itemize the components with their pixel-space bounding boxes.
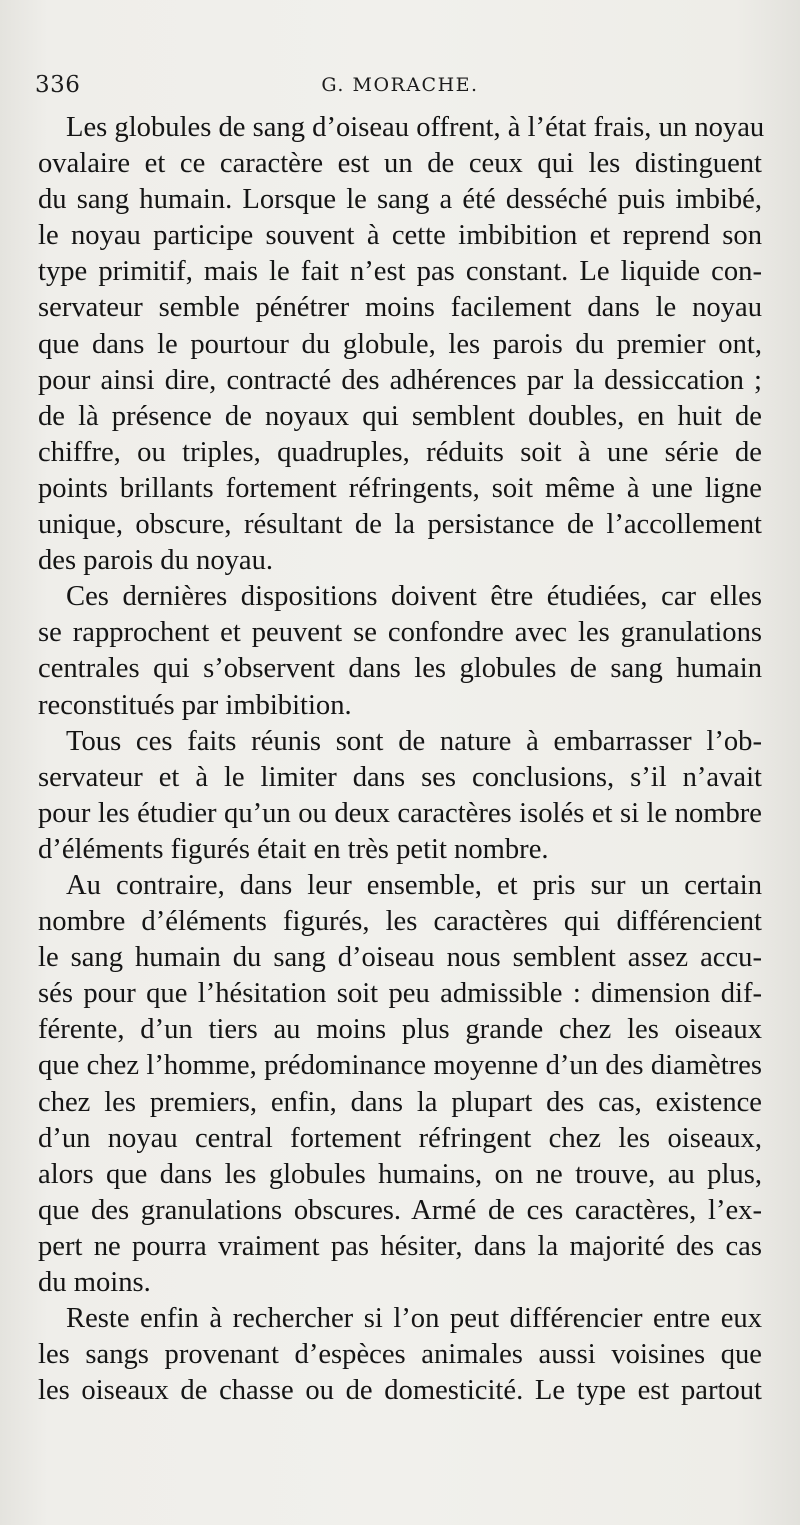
text-line: pert ne pourra vraiment pas hésiter, dans la majorité des cas xyxy=(38,1230,762,1262)
text-line: les sangs provenant d’espèces animales aussi voisines que xyxy=(38,1339,762,1371)
text-line: unique, obscure, résultant de la persistance de l’accollement xyxy=(38,509,762,541)
text-line: centrales qui s’observent dans les globules de sang humain xyxy=(38,653,762,685)
text-line: Au contraire, dans leur ensemble, et pris sur un certain xyxy=(66,869,762,901)
text-line: alors que dans les globules humains, on ne trouve, au plus, xyxy=(38,1158,762,1190)
text-line: férente, d’un tiers au moins plus grande chez les oiseaux xyxy=(38,1014,762,1046)
text-line: nombre d’éléments figurés, les caractères qui différencient xyxy=(38,906,762,938)
text-line: se rapprochent et peuvent se confondre avec les granulations xyxy=(38,617,762,649)
text-line: Les globules de sang d’oiseau offrent, à l’état frais, un noyau xyxy=(66,112,765,143)
paragraph xyxy=(38,579,762,723)
text-line: que dans le pourtour du globule, les parois du premier ont, xyxy=(38,328,762,360)
text-line: sés pour que l’hésitation soit peu admissible : dimension dif- xyxy=(38,978,762,1010)
paragraph xyxy=(38,110,765,579)
text-line: du sang humain. Lorsque le sang a été desséché puis imbibé, xyxy=(38,184,762,216)
text-line: chiffre, ou triples, quadruples, réduits soit à une série de xyxy=(38,436,762,468)
paragraph xyxy=(38,1301,762,1409)
body-text xyxy=(38,110,765,1409)
text-line: les oiseaux de chasse ou de domesticité. Le type est partout xyxy=(38,1375,762,1407)
text-line: que chez l’homme, prédominance moyenne d’un des diamètres xyxy=(38,1050,762,1082)
text-line: d’éléments figurés était en très petit nombre. xyxy=(38,833,549,865)
text-line: d’un noyau central fortement réfringent chez les oiseaux, xyxy=(38,1122,762,1154)
page-header xyxy=(35,72,765,108)
text-line: Reste enfin à rechercher si l’on peut différencier entre eux xyxy=(66,1303,762,1335)
text-line: pour les étudier qu’un ou deux caractères isolés et si le nombre xyxy=(38,797,762,829)
paragraph xyxy=(38,868,762,1301)
text-line: Ces dernières dispositions doivent être étudiées, car elles xyxy=(66,581,762,613)
paragraph xyxy=(38,724,762,868)
text-line: points brillants fortement réfringents, soit même à une ligne xyxy=(38,472,762,504)
text-line: chez les premiers, enfin, dans la plupart des cas, existence xyxy=(38,1086,762,1118)
text-line: servateur semble pénétrer moins facilement dans le noyau xyxy=(38,292,762,324)
text-line: Tous ces faits réunis sont de nature à embarrasser l’ob- xyxy=(66,725,762,757)
text-line: type primitif, mais le fait n’est pas constant. Le liquide con- xyxy=(38,256,762,288)
text-line: ovalaire et ce caractère est un de ceux qui les distinguent xyxy=(38,148,762,180)
running-title: G. MORACHE. xyxy=(321,74,479,96)
text-line: que des granulations obscures. Armé de ces caractères, l’ex- xyxy=(38,1194,762,1226)
text-line: de là présence de noyaux qui semblent doubles, en huit de xyxy=(38,400,762,432)
text-line: des parois du noyau. xyxy=(38,545,274,577)
text-line: pour ainsi dire, contracté des adhérences par la dessiccation ; xyxy=(38,364,762,396)
text-line: servateur et à le limiter dans ses conclusions, s’il n’avait xyxy=(38,761,762,793)
page-number: 336 xyxy=(35,72,81,98)
text-line: le noyau participe souvent à cette imbibition et reprend son xyxy=(38,220,762,252)
text-line: le sang humain du sang d’oiseau nous semblent assez accu- xyxy=(38,942,762,974)
text-line: du moins. xyxy=(38,1267,151,1298)
text-line: reconstitués par imbibition. xyxy=(38,689,352,721)
